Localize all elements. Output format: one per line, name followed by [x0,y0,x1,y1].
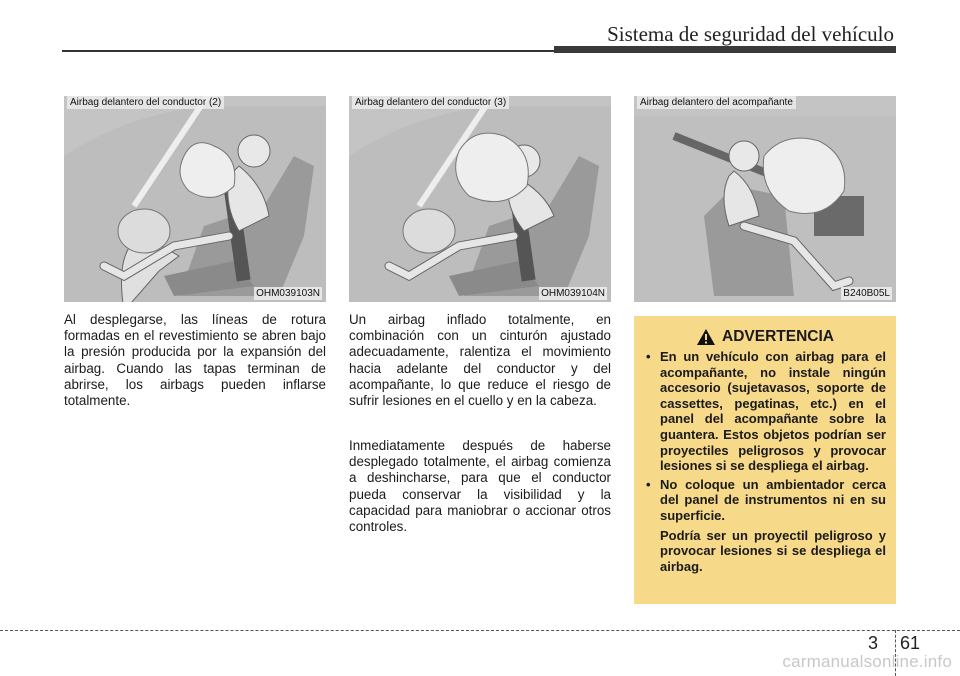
warning-item-text: No coloque un ambientador cerca del panel de instrumentos ni en su superficie. [660,476,886,523]
figure-code: B240B05L [843,288,890,299]
figure-caption: Airbag delantero del acompañante [637,96,796,109]
figure-code: OHM039104N [541,288,605,299]
left-paragraph: Al desplegarse, las líneas de rotura formadas en el revestimiento se abren bajo la presión producida por la expansión del airbag. Cuando las tapas terminan de abrirse, los airbags pueden inflarse totalmente. [64,312,326,409]
figure-code: OHM039103N [256,288,320,299]
figure-driver-airbag-3 [349,96,611,302]
figure-caption: Airbag delantero del conductor (3) [352,96,509,109]
passenger-airbag-illustration [634,96,896,302]
middle-paragraph-1: Un airbag inflado totalmente, en combinación con un cinturón ajustado adecuadamente, ralentiza el movimiento hacia adelante del conductor y del acompañante, lo que reduce el riesgo de sufrir lesiones en el cuello y en la cabeza. [349,312,611,409]
chapter-number: 3 [868,633,879,653]
warning-header [644,328,886,346]
warning-item [644,477,886,575]
page-section-title: Sistema de seguridad del vehículo [607,22,894,46]
bullet: • [646,349,651,364]
header-rule-thick [554,46,896,53]
warning-title: ADVERTENCIA [722,328,834,345]
warning-item [644,349,886,474]
middle-paragraph-2: Inmediatamente después de haberse desplegado totalmente, el airbag comienza a deshincharse, para que el conductor pueda conservar la visibilidad y la capacidad para maniobrar o accionar otros controles. [349,438,611,535]
header-rule [62,50,554,52]
driver-airbag-deploying-illustration [64,96,326,302]
warning-list [644,349,886,574]
warning-item-extra: Podría ser un proyectil peligroso y provocar lesiones si se despliega el airbag. [660,527,886,574]
figure-driver-airbag-2 [64,96,326,302]
warning-box [634,316,896,604]
watermark: carmanualsonline.info [782,652,952,671]
figure-passenger-airbag [634,96,896,302]
warning-triangle-icon [696,328,716,346]
footer-rule [0,630,960,631]
figure-caption: Airbag delantero del conductor (2) [67,96,224,109]
driver-airbag-inflated-illustration [349,96,611,302]
bullet: • [646,476,651,492]
page-number: 61 [900,633,921,653]
warning-item-text: En un vehículo con airbag para el acompañante, no instale ningún accesorio (sujetavasos, soporte de cassettes, pegatinas, etc.) en el panel del acompañante sobre la guantera. Estos objetos podrían ser proyectiles peligrosos y provocar lesiones si se despliega el airbag. [660,349,886,474]
